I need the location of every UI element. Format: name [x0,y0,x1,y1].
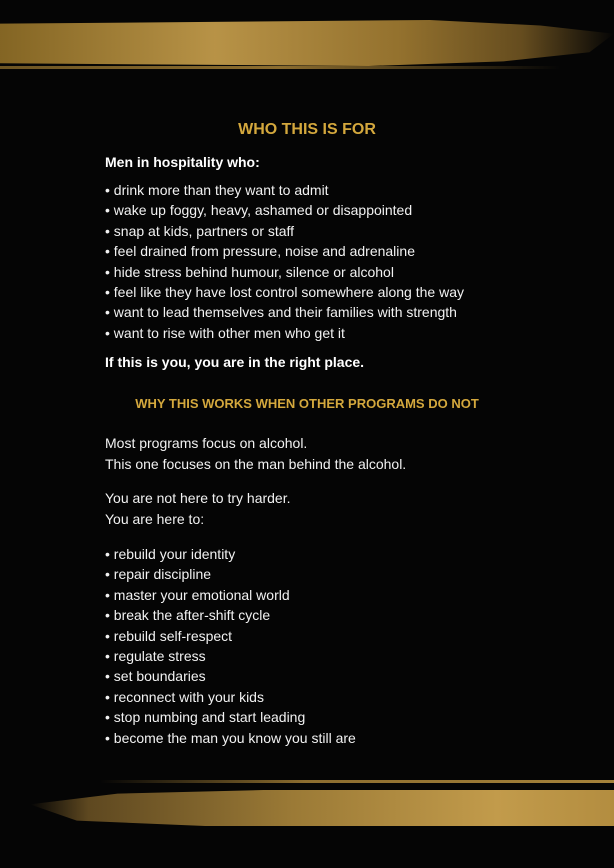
list-item: • wake up foggy, heavy, ashamed or disappointed [105,202,413,219]
list-item: • drink more than they want to admit [105,182,329,198]
bottom-gold-rule [100,780,614,783]
list-item: • rebuild your identity [105,546,236,562]
list-item: • become the man you know you still are [105,729,356,746]
list-item: • set boundaries [105,668,206,685]
list-item: • reconnect with your kids [105,688,264,705]
section-heading: WHO THIS IS FOR [238,121,376,138]
closing-line: If this is you, you are in the right place. [105,354,365,370]
list-item: • hide stress behind humour, silence or alcohol [105,263,394,280]
list-item: • repair discipline [105,566,212,583]
bottom-gold-brushstroke [30,790,614,826]
list-item: • want to rise with other men who get it [105,324,345,341]
list-item: • master your emotional world [105,586,290,603]
list-item: • regulate stress [105,648,206,665]
list-item: • snap at kids, partners or staff [105,222,295,239]
list-item: • stop numbing and start leading [105,709,306,726]
top-gold-rule [0,66,560,69]
sub-heading: WHY THIS WORKS WHEN OTHER PROGRAMS DO NOT [135,396,479,411]
why-list [105,544,356,748]
list-item: • feel like they have lost control somewhere along the way [105,284,464,301]
list-item: • feel drained from pressure, noise and adrenaline [105,243,415,260]
top-gold-brushstroke [0,20,614,66]
list-item: • rebuild self-respect [105,627,233,644]
who-list [105,180,464,343]
intro-line: Men in hospitality who: [105,154,260,170]
paragraph-line: You are here to: [105,511,205,527]
paragraph-line: This one focuses on the man behind the alcohol. [105,456,407,472]
list-item: • want to lead themselves and their families with strength [105,304,457,321]
paragraph-line: Most programs focus on alcohol. [105,435,308,451]
list-item: • break the after-shift cycle [105,607,271,624]
paragraph-line: You are not here to try harder. [105,490,291,506]
